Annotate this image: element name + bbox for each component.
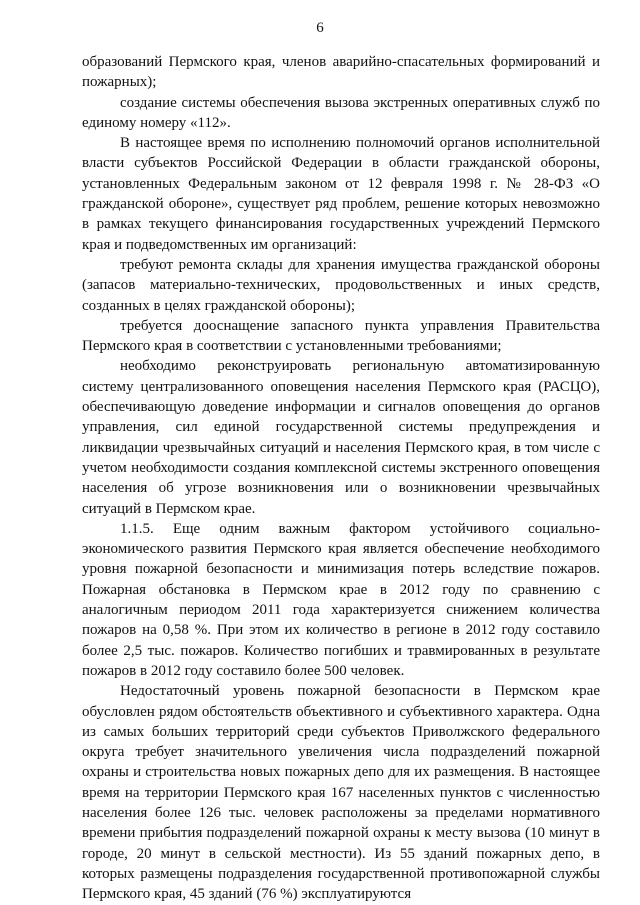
paragraph-4: требуют ремонта склады для хранения имущества гражданской обороны (запасов материально-технических, продовольственных и иных средств, созданных в целях гражданской обороны); <box>82 256 600 314</box>
paragraph-8: Недостаточный уровень пожарной безопасности в Пермском крае обусловлен рядом обстоятельств объективного и субъективного характера. Одна из самых больших территорий среди субъектов Приволжского федерального округа требует значительного увеличения числа подразделений пожарной охраны и строительства новых пожарных депо для их размещения. В настоящее время на территории Пермского края 167 населенных пунктов с численностью населения более 126 тыс. человек расположены за пределами нормативного времени прибытия подразделений пожарной охраны к месту вызова (10 минут в городе, 20 минут в сельской местности). Из 55 зданий пожарных депо, в которых размещены подразделения государственной противопожарной службы Пермского края, 45 зданий (76 %) эксплуатируются <box>82 683 600 903</box>
paragraph-5: требуется дооснащение запасного пункта управления Правительства Пермского края в соответствии с установленными требованиями; <box>82 317 600 355</box>
paragraph-1: образований Пермского края, членов аварийно-спасательных формирований и пожарных); <box>82 54 600 91</box>
page-number: 6 <box>316 20 324 36</box>
paragraph-2: создание системы обеспечения вызова экстренных оперативных служб по единому номеру «112». <box>82 94 600 131</box>
document-body <box>82 52 600 904</box>
paragraph-7: 1.1.5. Еще одним важным фактором устойчивого социально-экономического развития Пермского края является обеспечение необходимого уровня пожарной безопасности и минимизация потерь вследствие пожаров. Пожарная обстановка в Пермском крае в 2012 году по сравнению с аналогичным периодом 2011 года характеризуется снижением количества пожаров на 0,58 %. При этом их количество в регионе в 2012 году составило более 2,5 тыс. пожаров. Количество погибших и травмированных в результате пожаров в 2012 году составило более 500 человек. <box>82 520 600 679</box>
paragraph-6: необходимо реконструировать региональную автоматизированную систему централизованного оповещения населения Пермского края (РАСЦО), обеспечивающую доведение информации и сигналов оповещения до органов управления, сил единой государственной системы предупреждения и ликвидации чрезвычайных ситуаций и населения Пермского края, в том числе с учетом необходимости создания комплексной системы экстренного оповещения населения об угрозе возникновения или о возникновении чрезвычайных ситуаций в Пермском крае. <box>82 358 600 517</box>
paragraph-3: В настоящее время по исполнению полномочий органов исполнительной власти субъектов Российской Федерации в области гражданской обороны, установленных Федеральным законом от 12 февраля 1998 г. № 28-ФЗ «О гражданской обороне», существует ряд проблем, решение которых невозможно в рамках текущего финансирования государственных учреждений Пермского края и подведомственных им организаций: <box>82 135 600 253</box>
